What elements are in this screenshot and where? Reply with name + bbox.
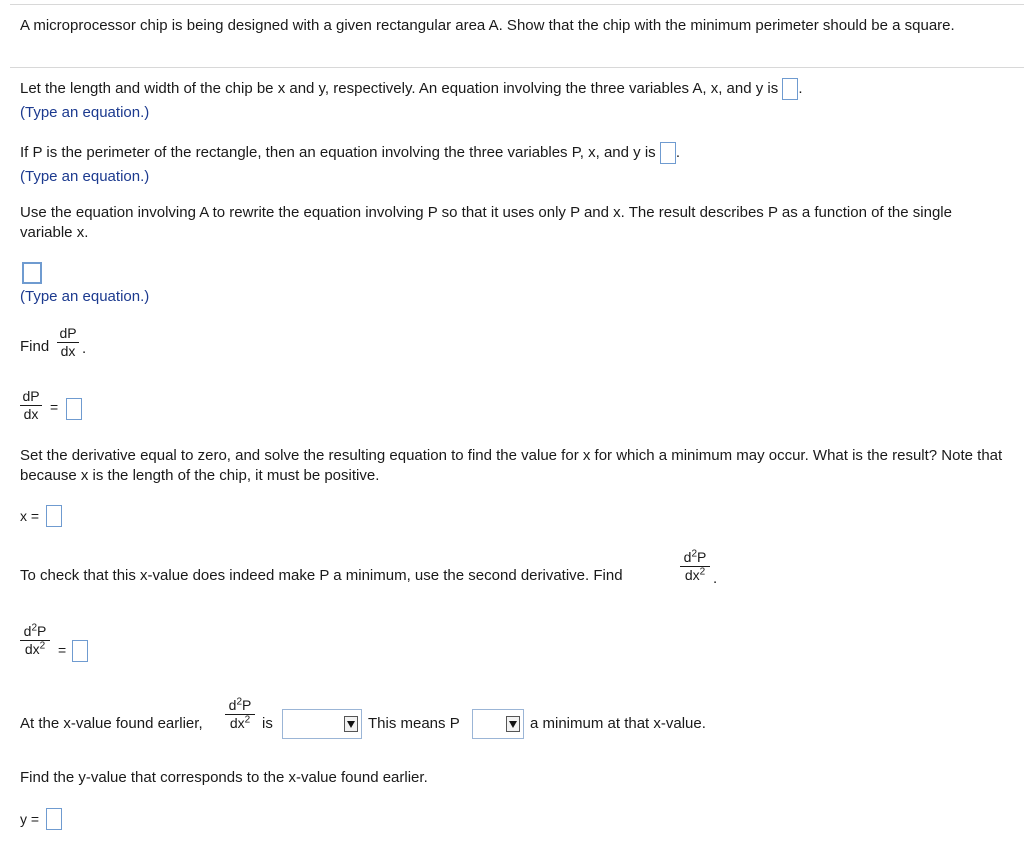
answer-box-area-equation[interactable] (782, 78, 798, 100)
step1-hint: (Type an equation.) (20, 104, 150, 121)
step8-text: Find the y-value that corresponds to the x-value found earlier. (20, 769, 428, 786)
fraction-dp-dx: dP dx (57, 326, 79, 359)
fraction-dp-dx-answer: dP dx (20, 389, 42, 422)
top-rule (10, 4, 1024, 5)
question-prompt: A microprocessor chip is being designed with a given rectangular area A. Show that the chip with the minimum perimeter should be a square. (20, 17, 955, 34)
step2-line: If P is the perimeter of the rectangle, then an equation involving the three variables P, x, and y is . (20, 142, 680, 164)
fraction-d2p-dx2: $d^2P$ $dx^2$ (680, 550, 710, 583)
step7-text-a: At the x-value found earlier, (20, 715, 203, 732)
y-label: y = (20, 811, 40, 827)
step1-text: Let the length and width of the chip be x and y, respectively. An equation involving the three variables A, x, and y is (20, 80, 779, 97)
answer-box-second-derivative[interactable] (72, 640, 88, 662)
step6-text: To check that this x-value does indeed make P a minimum, use the second derivative. Find (20, 567, 623, 584)
answer-box-p-of-x[interactable] (22, 262, 42, 284)
step3-text: Use the equation involving A to rewrite the equation involving P so that it uses only P and x. The result describes P as a function of the single variable x. (20, 204, 952, 241)
step5-text: Set the derivative equal to zero, and solve the resulting equation to find the value for x for which a minimum may occur. What is the result? Note that because x is the length of the chip, it must be positive. (20, 447, 1003, 484)
fraction-d2p-dx2-inline: $d^2P$ $dx^2$ (225, 698, 255, 731)
step7-text-b: This means P (368, 715, 460, 732)
answer-box-first-derivative[interactable] (66, 398, 82, 420)
answer-box-perimeter-equation[interactable] (660, 142, 676, 164)
chevron-down-icon (506, 716, 520, 732)
step7-text-c: a minimum at that x-value. (530, 715, 706, 732)
result-dropdown[interactable] (472, 709, 524, 739)
chevron-down-icon (344, 716, 358, 732)
step1-line: Let the length and width of the chip be x and y, respectively. An equation involving the three variables A, x, and y is . (20, 78, 803, 100)
step3-hint: (Type an equation.) (20, 288, 150, 305)
answer-box-y-value[interactable] (46, 808, 62, 830)
step2-hint: (Type an equation.) (20, 168, 150, 185)
x-label: x = (20, 508, 40, 524)
divider (10, 67, 1024, 68)
answer-box-x-value[interactable] (46, 505, 62, 527)
equals-sign-2: = (58, 642, 67, 658)
sign-dropdown[interactable] (282, 709, 362, 739)
step7-is: is (262, 715, 273, 732)
step4-find: Find (20, 338, 50, 355)
equals-sign: = (50, 399, 59, 415)
fraction-d2p-dx2-answer: $d^2P$ $dx^2$ (20, 624, 50, 657)
step2-text: If P is the perimeter of the rectangle, then an equation involving the three variables P, x, and y is (20, 144, 656, 161)
